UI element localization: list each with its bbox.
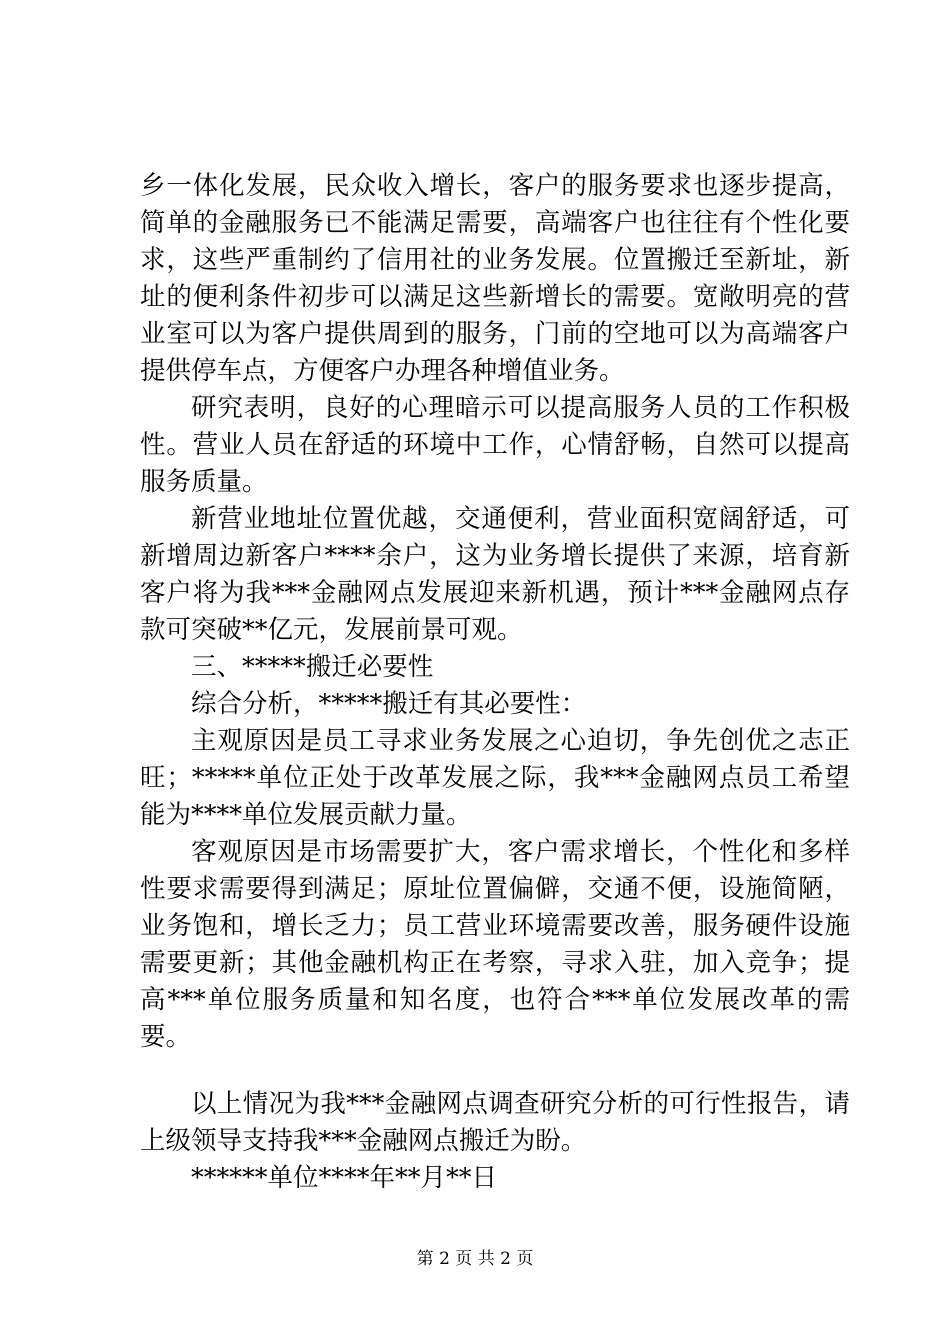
paragraph-summary: 综合分析，*****搬迁有其必要性： bbox=[191, 689, 587, 719]
paragraph-psychology: 研究表明，良好的心理暗示可以提高服务人员的工作积极性。营业人员在舒适的环境中工作，心情舒畅，自然可以提高服务质量。 bbox=[140, 393, 850, 497]
paragraph-continuation: 乡一体化发展，民众收入增长，客户的服务要求也逐步提高，简单的金融服务已不能满足需要，高端客户也往往有个性化要求，这些严重制约了信用社的业务发展。位置搬迁至新址，新址的便利条件初步可以满足这些新增长的需要。宽敞明亮的营业室可以为客户提供周到的服务，门前的空地可以为高端客户提供停车点，方便客户办理各种增值业务。 bbox=[140, 171, 850, 386]
paragraph-subjective-reason: 主观原因是员工寻求业务发展之心迫切，争先创优之志正旺；*****单位正处于改革发展之际，我***金融网点员工希望能为****单位发展贡献力量。 bbox=[140, 726, 850, 830]
section-heading-necessity: 三、*****搬迁必要性 bbox=[191, 652, 434, 682]
document-body bbox=[140, 168, 850, 1197]
paragraph-objective-reason: 客观原因是市场需要扩大，客户需求增长，个性化和多样性要求需要得到满足；原址位置偏僻，交通不便，设施简陋，业务饱和，增长乏力；员工营业环境需要改善，服务硬件设施需要更新；其他金融机构正在考察，寻求入驻，加入竞争；提高***单位服务质量和知名度，也符合***单位发展改革的需要。 bbox=[140, 837, 850, 1052]
page-number-footer: 第 2 页 共 2 页 bbox=[416, 1249, 534, 1269]
paragraph-new-location: 新营业地址位置优越，交通便利，营业面积宽阔舒适，可新增周边新客户****余户，这为业务增长提供了来源，培育新客户将为我***金融网点发展迎来新机遇，预计***金融网点存款可突破**亿元，发展前景可观。 bbox=[140, 504, 850, 645]
signature-date-line: ******单位****年**月**日 bbox=[191, 1163, 498, 1193]
paragraph-gap bbox=[140, 1056, 850, 1086]
paragraph-conclusion: 以上情况为我***金融网点调查研究分析的可行性报告，请上级领导支持我***金融网点搬迁为盼。 bbox=[140, 1089, 850, 1156]
